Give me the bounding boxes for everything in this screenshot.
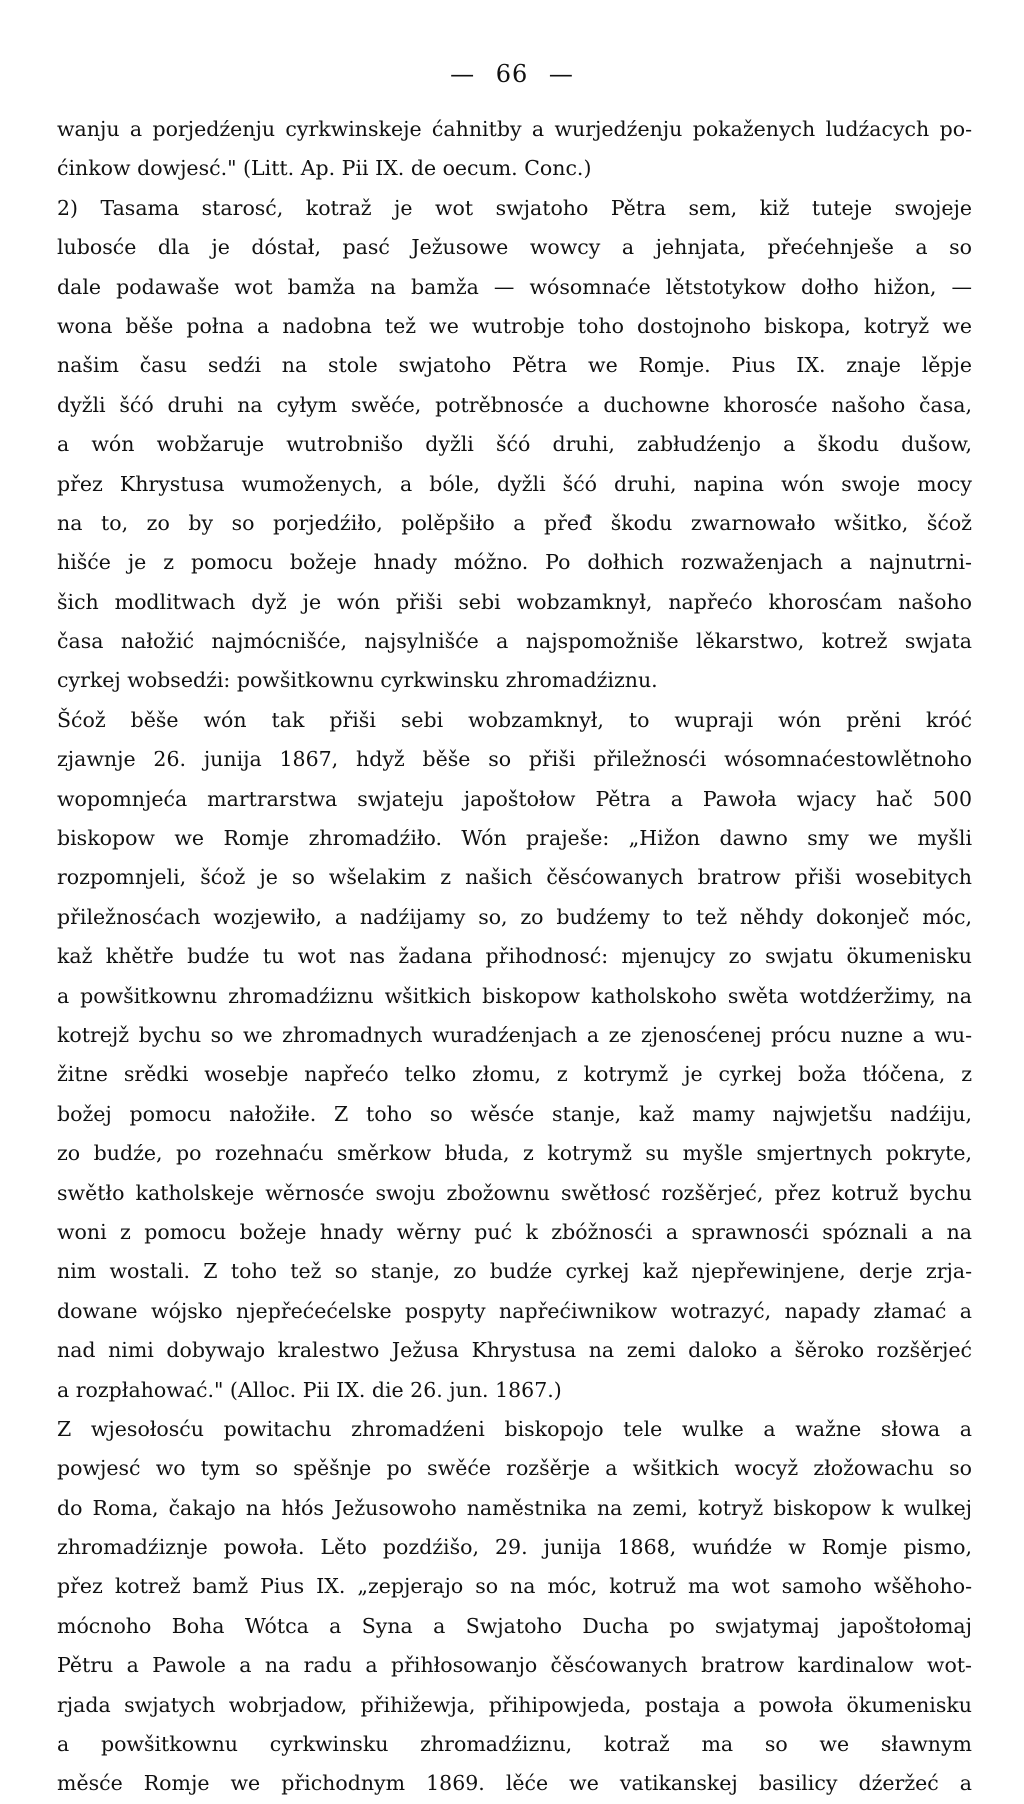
text-line: biskopow we Romje zhromadźiło. Wón praješe: „Hižon dawno smy we myšli xyxy=(57,826,972,851)
text-line: dale podawaše wot bamža na bamža — wósomnaće lětstotykow dołho hižon, — xyxy=(57,274,972,299)
text-line: wanju a porjedźenju cyrkwinskeje ćahnitby a wurjedźenju pokaženych ludźacych po- xyxy=(57,117,972,141)
header-dash-right: — xyxy=(548,60,574,88)
text-line: mócnoho Boha Wótca a Syna a Swjatoho Ducha po swjatymaj japoštołomaj xyxy=(57,1613,972,1638)
text-line: přiležnosćach wozjewiło, a nadźijamy so, zo budźemy to tež něhdy dokonječ móc, xyxy=(57,904,972,929)
text-line: ćinkow dowjesć." (Litt. Ap. Pii IX. de oecum. Conc.) xyxy=(57,156,592,181)
text-line: rjada swjatych wobrjadow, přihižewja, přihipowjeda, postaja a powoła ökumenisku xyxy=(57,1692,972,1717)
text-line: swětło katholskeje wěrnosće swoju zbožownu swětłosć rozšěrjeć, přez kotruž bychu xyxy=(57,1180,972,1205)
text-line: přez Khrystusa wumoženych, a bóle, dyžli šćó druhi, napina wón swoje mocy xyxy=(57,471,972,496)
text-line: cyrkej wobsedźi: powšitkownu cyrkwinsku zhromadźiznu. xyxy=(57,668,658,693)
text-line: kotrejž bychu so we zhromadnych wuradźenjach a ze zjenosćenej prócu nuzne a wu- xyxy=(57,1022,972,1047)
text-line: zo budźe, po rozehnaću směrkow błuda, z kotrymž su myšle smjertnych pokryte, xyxy=(57,1141,972,1166)
text-line: nim wostali. Z toho tež so stanje, zo budźe cyrkej kaž njepřewinjene, derje zrja- xyxy=(57,1259,972,1284)
text-line: 2) Tasama starosć, kotraž je wot swjatoho Pětra sem, kiž tuteje swojeje xyxy=(57,195,972,220)
text-line: přez kotrež bamž Pius IX. „zepjerajo so na móc, kotruž ma wot samoho wšěhoho- xyxy=(57,1574,972,1599)
text-line: wopomnjeća martrarstwa swjateju japoštołow Pětra a Pawoła wjacy hač 500 xyxy=(57,786,972,811)
text-line: Z wjesołosću powitachu zhromadźeni biskopojo tele wulke a wažne słowa a xyxy=(57,1416,972,1441)
text-line: rozpomnjeli, šćož je so wšelakim z našich čěsćowanych bratrow přiši wosebitych xyxy=(57,865,972,890)
text-line: zhromadźiznje powoła. Lěto pozdźišo, 29. junija 1868, wuńdźe w Romje pismo, xyxy=(57,1535,972,1560)
text-line: nad nimi dobywajo kralestwo Ježusa Khrystusa na zemi daloko a šěroko rozšěrjeć xyxy=(57,1338,972,1363)
text-line: a powšitkownu cyrkwinsku zhromadźiznu, kotraž ma so we sławnym xyxy=(57,1732,972,1757)
text-line: na to, zo by so porjedźiło, polěpšiło a přeđ škodu zwarnowało wšitko, šćož xyxy=(57,510,972,535)
text-line: a powšitkownu zhromadźiznu wšitkich biskopow katholskoho swěta wotdźeržimy, na xyxy=(57,983,972,1008)
text-line: měsće Romje we přichodnym 1869. lěće we vatikanskej basilicy dźeržeć a xyxy=(57,1771,972,1796)
text-line: Šćož běše wón tak přiši sebi wobzamknył, to wupraji wón prěni króć xyxy=(57,707,972,732)
text-line: dowane wójsko njepřećećelske pospyty napřećiwnikow wotrazyć, napady złamać a xyxy=(57,1298,972,1323)
text-line: hišće je z pomocu božeje hnady móžno. Po dołhich rozwaženjach a najnutrni- xyxy=(57,550,972,575)
page-number: 66 xyxy=(495,60,529,88)
text-line: časa nałožić najmócnišće, najsylnišće a najspomožniše lěkarstwo, kotrež swjata xyxy=(57,629,972,654)
page-header xyxy=(0,60,1024,88)
text-line: do Roma, čakajo na hłós Ježusowoho naměstnika na zemi, kotryž biskopow k wulkej xyxy=(57,1495,972,1520)
text-line: zjawnje 26. junija 1867, hdyž běše so přiši přiležnosći wósomnaćestowlětnoho xyxy=(57,747,972,772)
text-line: dyžli šćó druhi na cyłym swěće, potrěbnosće a duchowne khorosće našoho časa, xyxy=(57,392,972,417)
text-line: šich modlitwach dyž je wón přiši sebi wobzamknył, napřećo khorosćam našoho xyxy=(57,589,972,614)
header-dash-left: — xyxy=(450,60,476,88)
text-line: lubosće dla je dóstał, pasć Ježusowe wowcy a jehnjata, přećehnješe a so xyxy=(57,235,972,260)
text-line: Pětru a Pawole a na radu a přihłosowanjo čěsćowanych bratrow kardinalow wot- xyxy=(57,1653,972,1678)
text-line: a wón wobžaruje wutrobnišo dyžli šćó druhi, zabłudźenjo a škodu dušow, xyxy=(57,432,972,457)
body-text xyxy=(57,110,972,1804)
text-line: woni z pomocu božeje hnady wěrny puć k zbóžnosći a sprawnosći spóznali a na xyxy=(57,1219,972,1244)
text-line: a rozpłahować." (Alloc. Pii IX. die 26. jun. 1867.) xyxy=(57,1377,562,1402)
text-line: žitne srědki wosebje napřećo telko złomu, z kotrymž je cyrkej boža tłóčena, z xyxy=(57,1062,972,1087)
text-line: wona běše połna a nadobna tež we wutrobje toho dostojnoho biskopa, kotryž we xyxy=(57,313,972,338)
text-line: kaž khětře budźe tu wot nas žadana přihodnosć: mjenujcy zo swjatu ökumenisku xyxy=(57,944,972,969)
text-line: božej pomocu nałožiłe. Z toho so wěsće stanje, kaž mamy najwjetšu nadźiju, xyxy=(57,1101,972,1126)
text-line: powjesć wo tym so spěšnje po swěće rozšěrje a wšitkich wocyž złožowachu so xyxy=(57,1456,972,1481)
text-line: našim času sedźi na stole swjatoho Pětra we Romje. Pius IX. znaje lěpje xyxy=(57,353,972,378)
